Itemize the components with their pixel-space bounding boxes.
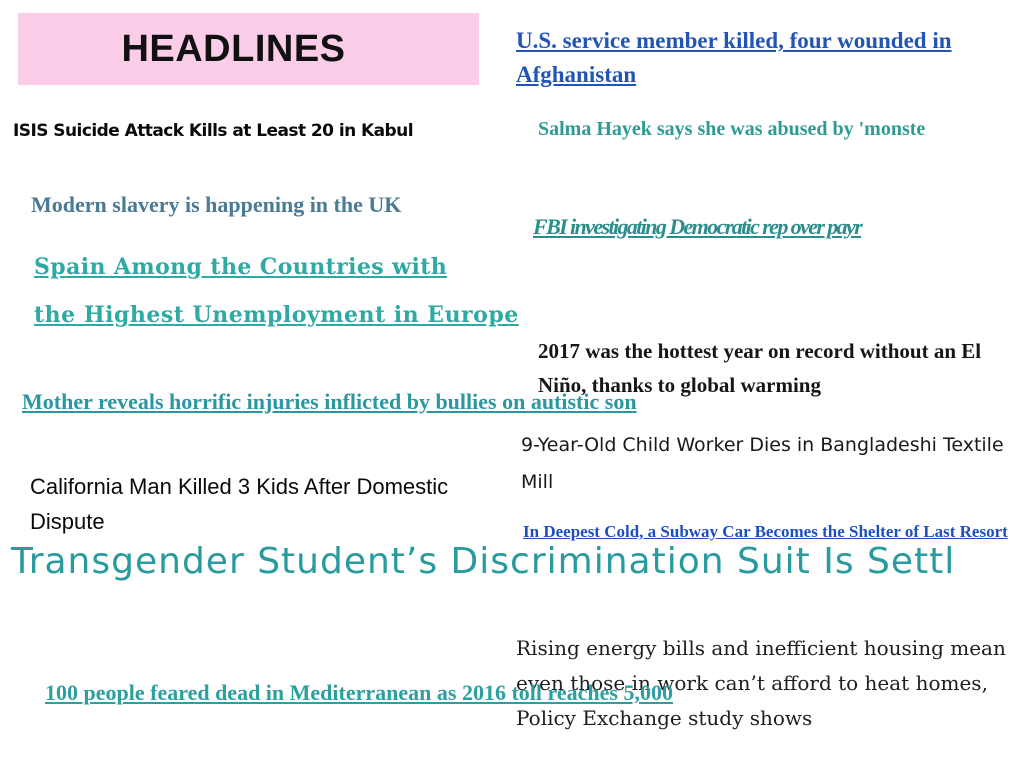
- headline-mediterranean-link[interactable]: 100 people feared dead in Mediterranean as 2016 toll reaches 5,000: [45, 680, 673, 705]
- headline-transgender: Transgender Student’s Discrimination Suit Is Settl: [11, 541, 956, 582]
- headline-hayek: Salma Hayek says she was abused by 'monste: [538, 118, 926, 140]
- headline-mother-link[interactable]: Mother reveals horrific injuries inflicted by bullies on autistic son: [22, 389, 637, 414]
- headline-us-service-link[interactable]: U.S. service member killed, four wounded in Afghanistan: [516, 28, 952, 87]
- headline-spain-link-line2[interactable]: the Highest Unemployment in Europe: [34, 302, 519, 328]
- headline-energy: Rising energy bills and inefficient housing mean even those in work can’t afford to heat homes, Policy Exchange study shows: [516, 636, 1006, 730]
- headline-child-worker: 9-Year-Old Child Worker Dies in Bangladeshi Textile Mill: [521, 434, 1004, 493]
- headline-subway-link[interactable]: In Deepest Cold, a Subway Car Becomes the Shelter of Last Resort: [523, 522, 1008, 541]
- title-box: [18, 13, 479, 85]
- headline-isis: ISIS Suicide Attack Kills at Least 20 in Kabul: [13, 121, 414, 141]
- headline-california: California Man Killed 3 Kids After Domestic Dispute: [30, 474, 449, 534]
- slide-title: HEADLINES: [121, 27, 346, 70]
- headline-spain-link-line1[interactable]: Spain Among the Countries with: [34, 254, 448, 280]
- headline-hottest-year: 2017 was the hottest year on record without an El Niño, thanks to global warming: [538, 339, 982, 397]
- headline-slavery: Modern slavery is happening in the UK: [31, 192, 402, 217]
- headline-fbi-link[interactable]: FBI investigating Democratic rep over payr: [533, 214, 862, 239]
